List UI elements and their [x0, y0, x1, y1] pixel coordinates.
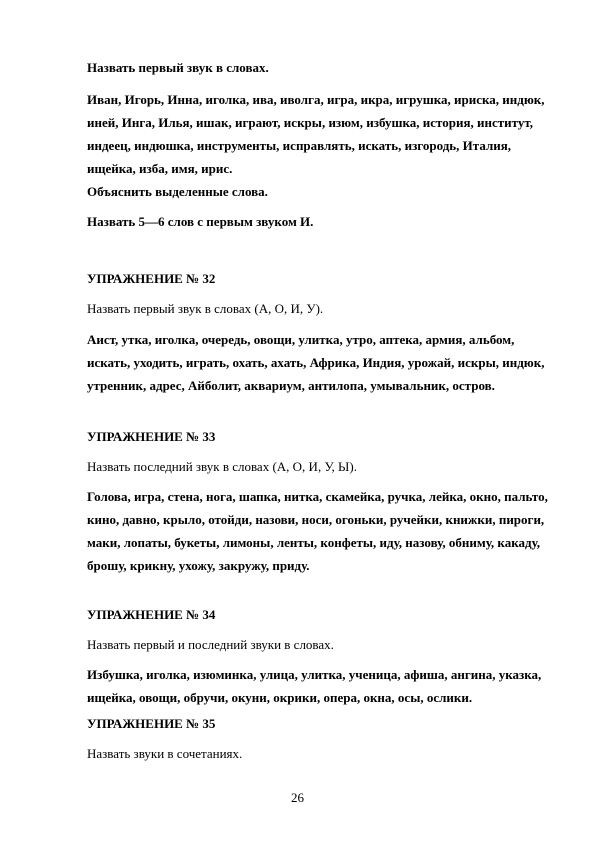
exercise-34-instruction [87, 636, 557, 654]
exercise-34-words-line-1: Избушка, иголка, изюминка, улица, улитка, ученица, афиша, ангина, указка, [87, 667, 542, 682]
intro-word-list [87, 88, 557, 180]
exercise-33-words-line-2: кино, давно, крыло, отойди, назови, носи, огоньки, ручейки, книжки, пироги, [87, 512, 545, 527]
exercise-34-instruction-text: Назвать первый и последний звуки в словах. [87, 637, 334, 652]
intro-explain [87, 180, 557, 203]
intro-words-line-3: индеец, индюшка, инструменты, исправлять, искать, изгородь, Италия, [87, 138, 512, 153]
intro-block [87, 56, 557, 79]
exercise-32-instruction [87, 300, 557, 318]
exercise-32-words-line-3: утренник, адрес, Айболит, аквариум, антилопа, умывальник, остров. [87, 378, 495, 393]
exercise-32-heading: УПРАЖНЕНИЕ № 32 [87, 271, 216, 286]
intro-words-line-2: иней, Инга, Илья, ишак, играют, искры, изюм, избушка, история, институт, [87, 115, 533, 130]
exercise-34-words [87, 663, 557, 709]
exercise-35-title [87, 715, 557, 733]
intro-words-line-1: Иван, Игорь, Инна, иголка, ива, иволга, игра, икра, игрушка, ириска, индюк, [87, 92, 545, 107]
exercise-34-words-line-2: ищейка, овощи, обручи, окуни, окрики, опера, окна, осы, ослики. [87, 690, 473, 705]
intro-explain-text: Объяснить выделенные слова. [87, 184, 268, 199]
exercise-32-instruction-text: Назвать первый звук в словах (А, О, И, У). [87, 301, 324, 316]
exercise-33-heading: УПРАЖНЕНИЕ № 33 [87, 429, 216, 444]
exercise-34-heading: УПРАЖНЕНИЕ № 34 [87, 607, 216, 622]
page-number: 26 [291, 790, 304, 805]
exercise-33-instruction [87, 458, 557, 476]
intro-words-line-4: ищейка, изба, имя, ирис. [87, 161, 233, 176]
exercise-32-title [87, 270, 557, 288]
exercise-32-words-line-1: Аист, утка, иголка, очередь, овощи, улитка, утро, аптека, армия, альбом, [87, 332, 515, 347]
exercise-35-heading: УПРАЖНЕНИЕ № 35 [87, 716, 216, 731]
exercise-33-instruction-text: Назвать последний звук в словах (А, О, И, У, Ы). [87, 459, 357, 474]
exercise-33-words [87, 485, 557, 577]
intro-instruction: Назвать первый звук в словах. [87, 60, 269, 75]
exercise-35-instruction [87, 745, 557, 763]
exercise-34-title [87, 606, 557, 624]
intro-task-text: Назвать 5—6 слов с первым звуком И. [87, 214, 314, 229]
exercise-33-words-line-3: маки, лопаты, букеты, лимоны, ленты, конфеты, иду, назову, обниму, какаду, [87, 535, 541, 550]
exercise-33-words-line-4: брошу, крикну, ухожу, закружу, приду. [87, 558, 310, 573]
exercise-32-words-line-2: искать, уходить, играть, охать, ахать, Африка, Индия, урожай, искры, индюк, [87, 355, 545, 370]
exercise-33-words-line-1: Голова, игра, стена, нога, шапка, нитка, скамейка, ручка, лейка, окно, пальто, [87, 489, 548, 504]
exercise-35-instruction-text: Назвать звуки в сочетаниях. [87, 746, 243, 761]
intro-task [87, 210, 557, 233]
exercise-32-words [87, 328, 557, 397]
exercise-33-title [87, 428, 557, 446]
